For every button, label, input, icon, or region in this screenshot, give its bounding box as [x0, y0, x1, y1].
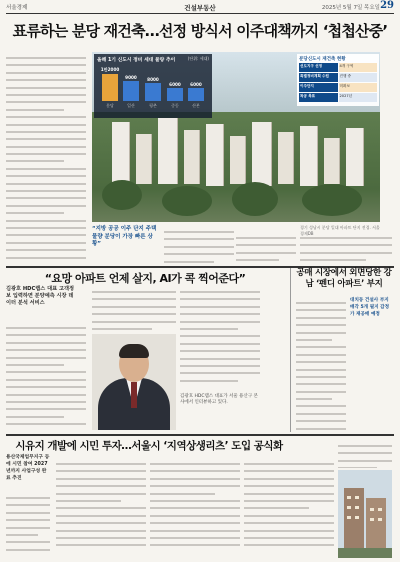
story2-portrait — [92, 334, 176, 430]
story4-body-col4 — [244, 458, 334, 558]
chart-category-label: 산본 — [192, 103, 200, 108]
chart-bar — [145, 83, 161, 101]
story2-subhead: 김광호 HDC랩스 대표 고객정보 입력하면 분양예측 시장 데이터 분석 서비스 — [6, 286, 74, 306]
lead-bar-chart — [94, 54, 212, 118]
info-cell: 특별정비계획 수립 — [299, 73, 338, 82]
lead-pull-quote: “지방 공공 이주 단지 주택 물량 분당이 가장 빠른 상황” — [92, 226, 157, 247]
chart-title: 올해 1기 신도시 정비 세대 물량 추이 — [97, 58, 176, 63]
info-cell: 2027년 — [339, 93, 378, 102]
info-cell: 이주단지 — [299, 83, 338, 92]
story2-body-col3 — [180, 286, 260, 390]
chart-category-label: 분당 — [106, 103, 114, 108]
column-divider — [290, 268, 291, 432]
section-title: 건설부동산 — [184, 3, 216, 12]
chart-bar — [188, 88, 204, 101]
story2-body-col2 — [92, 286, 176, 332]
newspaper-name: 서울경제 — [6, 5, 28, 11]
story2-body-col1 — [6, 322, 86, 430]
chart-bar-value: 8000 — [147, 77, 159, 82]
issue-date: 2025년 5월 7일 목요일 — [321, 5, 380, 11]
story4-photo-building — [338, 470, 392, 558]
story4-body-col2 — [56, 458, 146, 558]
story4-body-col5 — [338, 440, 392, 468]
chart-category-label: 평촌 — [149, 103, 157, 108]
lead-body-col3 — [164, 226, 234, 264]
info-cell: 미확보 — [339, 83, 378, 92]
story4-rule — [6, 434, 394, 436]
lead-body-col4 — [236, 232, 296, 264]
info-cell: 선도지구 선정 — [299, 63, 338, 72]
chart-bar-value: 9000 — [125, 75, 137, 80]
info-cell: 진행 중 — [339, 73, 378, 82]
story3-headline: 공매 시장에서 외면당한 강남 ‘펜디 아파트’ 부지 — [296, 268, 392, 289]
chart-bar — [123, 81, 139, 101]
chart-bar-value: 1만2000 — [100, 67, 120, 72]
chart-category-label: 중동 — [171, 103, 179, 108]
story3-body — [296, 297, 346, 431]
chart-unit: (단위: 세대) — [187, 56, 209, 61]
info-cell: 4개 구역 — [339, 63, 378, 72]
page-number: 29 — [380, 0, 394, 11]
header-rule — [6, 13, 394, 14]
chart-bar-value: 6000 — [169, 82, 181, 87]
lead-photo-caption: 경기 성남시 분당 일대 아파트 단지 전경. 서울경제DB — [300, 225, 380, 236]
lead-body-col1 — [6, 52, 86, 264]
lead-info-box — [297, 54, 379, 106]
lead-body-col5 — [300, 232, 392, 264]
story3-side-note: 대치동 건설사 부지 매각 5개 필지 감정가 재공매 예정 — [350, 298, 390, 317]
story4-body-col3 — [150, 458, 240, 558]
chart-bar-value: 6000 — [190, 82, 202, 87]
chart-plot-area — [99, 64, 207, 109]
story4-headline: 시유지 개발에 시민 투자…서울시 ‘지역상생리츠’ 도입 공식화 — [15, 440, 283, 452]
story2-headline: “요망 아파트 언제 살지, AI가 콕 찍어준다” — [44, 272, 246, 285]
chart-bar — [167, 88, 183, 101]
story2-portrait-caption: 김광호 HDC랩스 대표가 서울 용산구 본사에서 인터뷰하고 있다. — [180, 394, 258, 405]
chart-category-label: 일산 — [127, 103, 135, 108]
story4-body-col1 — [6, 492, 50, 558]
info-cell: 착공 목표 — [299, 93, 338, 102]
story4-subhead: 용산국제업무지구 등에 시민 참여 2027년까지 사업구성 완료 추진 — [6, 455, 50, 481]
info-box-title: 분당신도시 재건축 현황 — [299, 57, 346, 62]
lead-headline: 표류하는 분당 재건축…선정 방식서 이주대책까지 ‘첩첩산중’ — [12, 22, 388, 40]
chart-bar — [102, 74, 118, 101]
page-header — [6, 2, 394, 12]
